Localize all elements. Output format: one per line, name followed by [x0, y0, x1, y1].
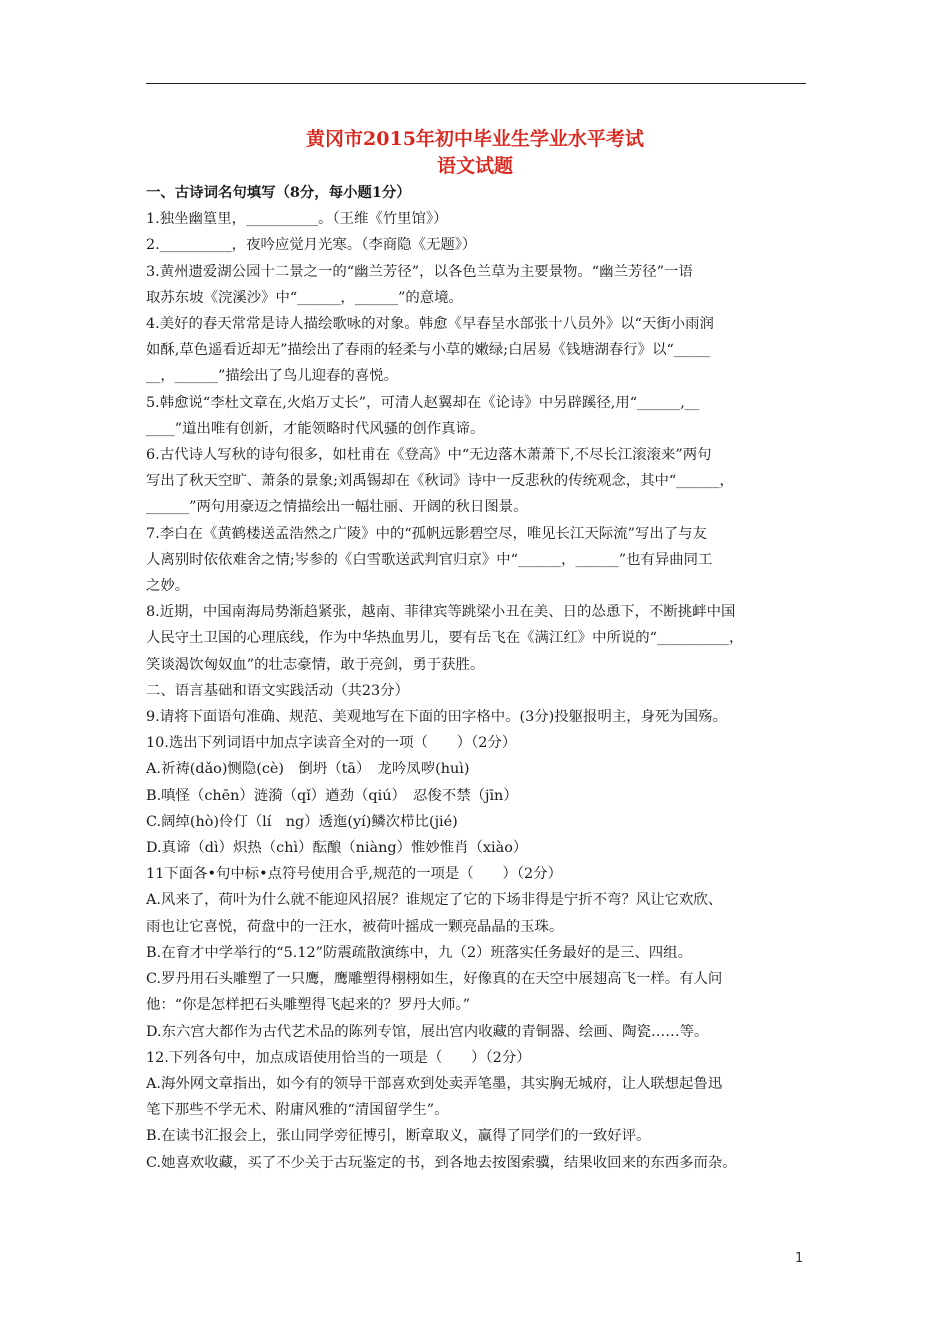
- text-line: 人离别时依依难舍之情;岑参的《白雪歌送武判官归京》中“______，______”也有异曲同工: [146, 551, 713, 568]
- text-line: D.东六宫大都作为古代艺术品的陈列专馆，展出宫内收藏的青铜器、绘画、陶瓷……等。: [146, 1023, 709, 1040]
- text-line: 5.韩愈说“李杜文章在,火焰万丈长”，可清人赵翼却在《论诗》中另辟蹊径,用“______,__: [146, 394, 700, 411]
- text-line: ____”道出唯有创新，才能领略时代风骚的创作真谛。: [146, 420, 485, 437]
- text-line: 3.黄州遗爱湖公园十二景之一的“幽兰芳径”，以各色兰草为主要景物。“幽兰芳径”一语: [146, 263, 693, 280]
- text-line: 8.近期，中国南海局势渐趋紧张，越南、菲律宾等跳梁小丑在美、日的怂恿下，不断挑衅中国: [146, 604, 736, 621]
- text-line: 10.选出下列词语中加点字读音全对的一项（ ）（2分）: [146, 735, 517, 752]
- text-line: C.罗丹用石头雕塑了一只鹰，鹰雕塑得栩栩如生，好像真的在天空中展翅高飞一样。有人问: [146, 971, 723, 988]
- text-line: 人民守土卫国的心理底线，作为中华热血男儿，要有岳飞在《满江红》中所说的“__________，: [146, 630, 744, 647]
- text-line: 笑谈渴饮匈奴血”的壮志豪情，敢于亮剑，勇于获胜。: [146, 656, 485, 673]
- text-line: 笔下那些不学无术、附庸风雅的“清国留学生”。: [146, 1102, 449, 1119]
- text-line: ______”两句用豪迈之情描绘出一幅壮丽、开阔的秋日图景。: [146, 499, 528, 516]
- text-line: A.风来了，荷叶为什么就不能迎风招展？谁规定了它的下场非得是宁折不弯？风让它欢欣、: [146, 892, 723, 909]
- text-line: 他：“你是怎样把石头雕塑得飞起来的？罗丹大师。”: [146, 997, 471, 1014]
- text-line: 2.__________，夜吟应觉月光寒。（李商隐《无题》）: [146, 237, 477, 254]
- text-line: 11下面各•句中标•点符号使用合乎,规范的一项是（ ）（2分）: [146, 866, 562, 883]
- text-line: A.海外网文章指出，如今有的领导干部喜欢到处卖弄笔墨，其实胸无城府，让人联想起鲁迅: [146, 1075, 723, 1092]
- text-line: C.阔绰(hò)伶仃（lí ng）透迤(yí)鳞次栉比(jié): [146, 813, 458, 830]
- exam-subtitle: 语文试题: [436, 155, 513, 177]
- text-line: 雨也让它喜悦，荷盘中的一汪水，被荷叶摇成一颗亮晶晶的玉珠。: [146, 918, 564, 935]
- text-line: 6.古代诗人写秋的诗句很多，如杜甫在《登高》中“无边落木萧萧下,不尽长江滚滚来”两句: [146, 447, 712, 464]
- text-line: B.嗔怪（chēn）涟漪（qǐ）遒劲（qiú） 忍俊不禁（jīn）: [146, 787, 518, 804]
- text-line: 7.李白在《黄鹤楼送孟浩然之广陵》中的“孤帆远影碧空尽，唯见长江天际流”写出了与友: [146, 525, 707, 542]
- text-line: A.祈祷(dǎo)恻隐(cè) 倒坍（tā） 龙吟凤哕(huì): [146, 761, 470, 778]
- header-rule: [146, 83, 806, 84]
- text-line: C.她喜欢收藏，买了不少关于古玩鉴定的书，到各地去按图索骥，结果收回来的东西多而杂。: [146, 1154, 737, 1171]
- text-line: 9.请将下面语句准确、规范、美观地写在下面的田字格中。(3分)投躯报明主，身死为国殇。: [146, 709, 727, 726]
- text-line: 1.独坐幽篁里，__________。（王维《竹里馆》）: [146, 211, 448, 228]
- page-number: 1: [795, 1251, 804, 1266]
- text-line: 4.美好的春天常常是诗人描绘歌咏的对象。韩愈《早春呈水部张十八员外》以“天街小雨润: [146, 316, 714, 333]
- text-line: 12.下列各句中，加点成语使用恰当的一项是（ ）（2分）: [146, 1049, 531, 1066]
- text-line: B.在读书汇报会上，张山同学旁征博引，断章取义，赢得了同学们的一致好评。: [146, 1128, 651, 1145]
- text-line: 一、古诗词名句填写（8分，每小题1分）: [146, 184, 411, 201]
- text-line: 取苏东坡《浣溪沙》中“______，______”的意境。: [146, 289, 463, 306]
- text-line: B.在育才中学举行的“5.12”防震疏散演练中，九（2）班落实任务最好的是三、四组。: [146, 944, 692, 961]
- text-line: D.真谛（dì）炽热（chì）酝酿（niàng）惟妙惟肖（xiào）: [146, 840, 528, 857]
- text-line: 二、语言基础和语文实践活动（共23分）: [146, 682, 409, 699]
- text-line: 如酥,草色遥看近却无”描绘出了春雨的轻柔与小草的嫩绿;白居易《钱塘湖春行》以“_____: [146, 342, 710, 359]
- text-line: 写出了秋天空旷、萧条的景象;刘禹锡却在《秋词》诗中一反悲秋的传统观念，其中“______，: [146, 473, 734, 490]
- text-line: 之妙。: [146, 578, 190, 595]
- exam-content: [146, 180, 808, 1176]
- exam-title: 黄冈市2015年初中毕业生学业水平考试: [306, 128, 644, 150]
- text-line: __，______”描绘出了鸟儿迎春的喜悦。: [146, 368, 398, 385]
